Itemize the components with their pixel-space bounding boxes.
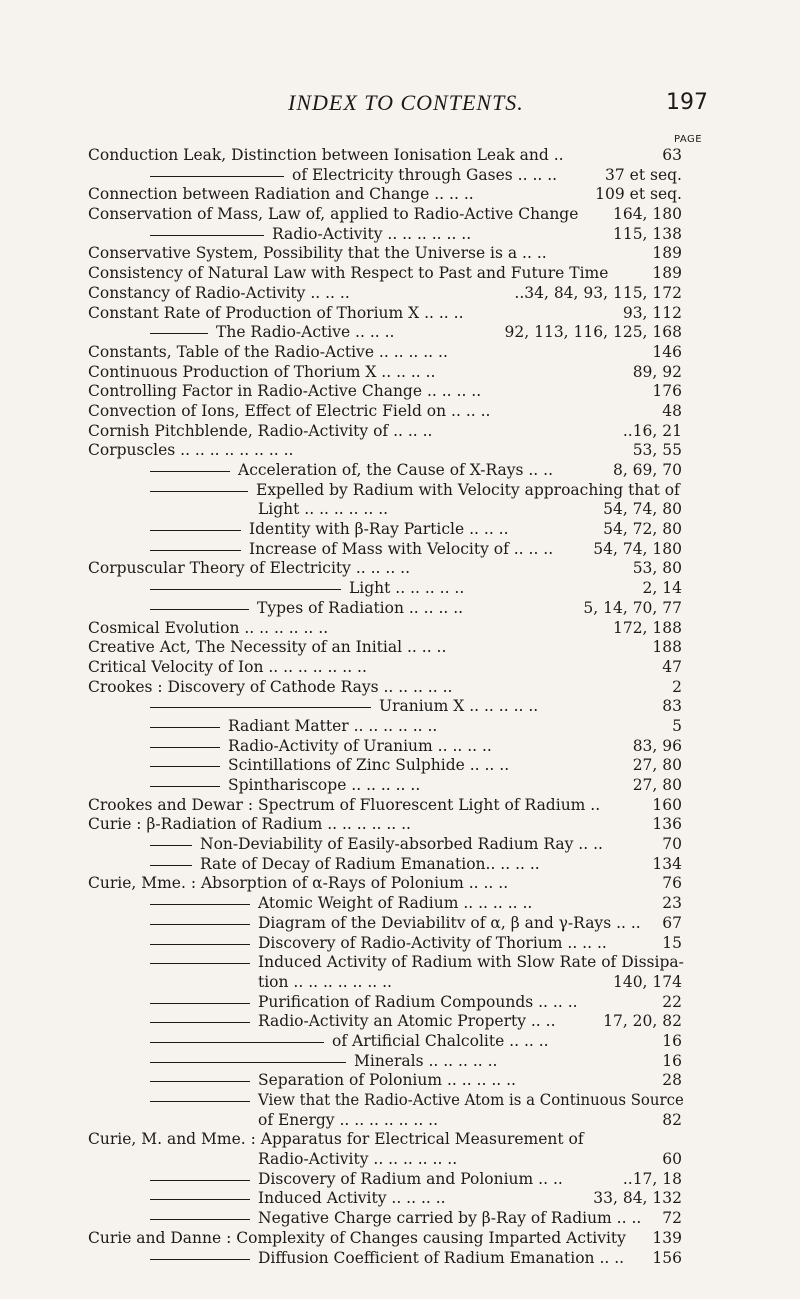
entry-text: The Radio-Active .. .. .. xyxy=(216,323,395,342)
entry-text: Controlling Factor in Radio-Active Change .. .. .. .. xyxy=(88,382,482,401)
index-entry xyxy=(0,540,800,560)
entry-page-ref: 82 xyxy=(662,1110,682,1129)
ditto-rule xyxy=(150,1219,250,1220)
ditto-rule xyxy=(150,865,192,866)
index-entry xyxy=(0,1209,800,1229)
entry-text: Scintillations of Zinc Sulphide .. .. .. xyxy=(228,756,510,775)
ditto-rule xyxy=(150,747,220,748)
index-entry xyxy=(0,796,800,816)
entry-page-ref: 15 xyxy=(662,933,682,952)
entry-page-ref: 160 xyxy=(652,795,682,814)
index-entry xyxy=(0,1170,800,1190)
index-entry xyxy=(0,658,800,678)
entry-page-ref: 70 xyxy=(662,835,682,854)
entry-text: Diagram of the Deviabilitv of α, β and γ-Rays .. .. xyxy=(258,913,641,932)
index-entry xyxy=(0,1249,800,1269)
ditto-rule xyxy=(150,1022,250,1023)
ditto-rule xyxy=(150,491,248,492)
entry-page-ref: 48 xyxy=(662,401,682,420)
index-entry xyxy=(0,422,800,442)
index-entry xyxy=(0,500,800,520)
entry-page-ref: 63 xyxy=(662,146,682,164)
ditto-rule xyxy=(150,609,249,610)
entry-page-ref: 28 xyxy=(662,1071,682,1090)
ditto-rule xyxy=(150,944,250,945)
index-entry xyxy=(0,874,800,894)
entry-page-ref: 27, 80 xyxy=(632,776,682,794)
entry-page-ref: 16 xyxy=(662,1031,682,1050)
index-entry xyxy=(0,835,800,855)
entry-page-ref: 33, 84, 132 xyxy=(593,1189,682,1208)
ditto-rule xyxy=(150,550,241,551)
entry-text: Non-Deviability of Easily-absorbed Radium Ray .. .. xyxy=(200,835,603,854)
index-entry xyxy=(0,520,800,540)
entry-text: Increase of Mass with Velocity of .. .. .. xyxy=(249,539,554,558)
entry-text: Critical Velocity of Ion .. .. .. .. .. .. .. xyxy=(88,657,367,676)
entry-text: Consistency of Natural Law with Respect to Past and Future Time xyxy=(88,264,609,283)
index-entry xyxy=(0,973,800,993)
ditto-rule xyxy=(150,1259,250,1260)
ditto-rule xyxy=(150,589,341,590)
index-entry xyxy=(0,244,800,264)
index-entry xyxy=(0,363,800,383)
index-entry xyxy=(0,1091,800,1111)
entry-page-ref: 156 xyxy=(652,1248,682,1267)
entry-page-ref: 54, 74, 80 xyxy=(603,500,682,519)
entry-page-ref: 93, 112 xyxy=(622,303,682,322)
index-entry xyxy=(0,225,800,245)
entry-page-ref: 164, 180 xyxy=(612,205,682,224)
entry-text: Purification of Radium Compounds .. .. .. xyxy=(258,992,578,1011)
entry-text: Curie, Mme. : Absorption of α-Rays of Polonium .. .. .. xyxy=(88,874,509,893)
entry-page-ref: 8, 69, 70 xyxy=(612,461,682,479)
ditto-rule xyxy=(150,766,220,767)
entry-text: Atomic Weight of Radium .. .. .. .. .. xyxy=(258,894,533,913)
entry-text: Cornish Pitchblende, Radio-Activity of .. .. .. xyxy=(88,421,433,440)
entry-text: Minerals .. .. .. .. .. xyxy=(354,1051,498,1070)
entry-text: Constants, Table of the Radio-Active .. .. .. .. .. xyxy=(88,342,448,361)
entry-text: View that the Radio-Active Atom is a Continuous Source xyxy=(258,1091,684,1109)
index-entry xyxy=(0,914,800,934)
ditto-rule xyxy=(150,924,250,925)
ditto-rule xyxy=(150,235,264,236)
entry-text: Conservative System, Possibility that the Universe is a .. .. xyxy=(88,244,547,263)
entry-page-ref: 76 xyxy=(662,874,682,893)
index-entry xyxy=(0,717,800,737)
entry-text: Constant Rate of Production of Thorium X .. .. .. xyxy=(88,303,464,322)
entry-page-ref: 67 xyxy=(662,913,682,932)
entry-page-ref: 37 et seq. xyxy=(605,165,682,184)
index-entry xyxy=(0,461,800,481)
index-entry xyxy=(0,1130,800,1150)
index-entries xyxy=(0,146,800,1268)
index-entry xyxy=(0,1012,800,1032)
index-entry xyxy=(0,1150,800,1170)
entry-text: Curie : β-Radiation of Radium .. .. .. .. .. .. xyxy=(88,815,411,834)
entry-page-ref: 2 xyxy=(672,677,682,696)
entry-page-ref: ..34, 84, 93, 115, 172 xyxy=(514,283,682,302)
entry-page-ref: 172, 188 xyxy=(612,618,682,637)
index-entry xyxy=(0,146,800,166)
ditto-rule xyxy=(150,1101,250,1102)
index-entry xyxy=(0,343,800,363)
entry-page-ref: 139 xyxy=(652,1228,682,1247)
entry-text: Radio-Activity .. .. .. .. .. .. xyxy=(258,1150,458,1169)
ditto-rule xyxy=(150,1081,250,1082)
entry-text: Rate of Decay of Radium Emanation.. .. .. .. xyxy=(200,854,540,873)
ditto-rule xyxy=(150,786,220,787)
entry-page-ref: 136 xyxy=(652,815,682,834)
entry-text: of Energy .. .. .. .. .. .. .. xyxy=(258,1110,439,1129)
index-entry xyxy=(0,1111,800,1131)
entry-text: Separation of Polonium .. .. .. .. .. xyxy=(258,1071,516,1090)
ditto-rule xyxy=(150,904,250,905)
entry-text: Induced Activity of Radium with Slow Rate of Dissipa- xyxy=(258,953,684,972)
entry-page-ref: 83 xyxy=(662,697,682,716)
index-entry xyxy=(0,638,800,658)
entry-text: Conservation of Mass, Law of, applied to Radio-Active Change xyxy=(88,205,579,224)
entry-text: Acceleration of, the Cause of X-Rays .. .. xyxy=(238,461,554,479)
ditto-rule xyxy=(150,1180,250,1181)
entry-text: Connection between Radiation and Change .. .. .. xyxy=(88,185,474,204)
ditto-rule xyxy=(150,333,208,334)
entry-text: Radio-Activity .. .. .. .. .. .. xyxy=(272,224,472,243)
index-entry xyxy=(0,264,800,284)
entry-text: Spinthariscope .. .. .. .. .. xyxy=(228,776,421,794)
ditto-rule xyxy=(150,707,371,708)
page-number: 197 xyxy=(666,90,708,115)
entry-text: Identity with β-Ray Particle .. .. .. xyxy=(249,520,509,539)
entry-page-ref: 189 xyxy=(652,244,682,263)
entry-page-ref: 47 xyxy=(662,657,682,676)
index-entry xyxy=(0,1032,800,1052)
entry-text: Creative Act, The Necessity of an Initial .. .. .. xyxy=(88,638,447,657)
entry-page-ref: 23 xyxy=(662,894,682,913)
index-entry xyxy=(0,579,800,599)
ditto-rule xyxy=(150,176,284,177)
index-entry xyxy=(0,441,800,461)
index-entry xyxy=(0,1071,800,1091)
index-entry xyxy=(0,284,800,304)
entry-page-ref: ..17, 18 xyxy=(622,1169,682,1188)
ditto-rule xyxy=(150,1042,324,1043)
running-title: INDEX TO CONTENTS. xyxy=(288,90,524,115)
entry-page-ref: 176 xyxy=(652,382,682,401)
entry-page-ref: 83, 96 xyxy=(632,736,682,755)
index-entry xyxy=(0,678,800,698)
entry-text: Curie, M. and Mme. : Apparatus for Electrical Measurement of xyxy=(88,1130,584,1149)
entry-page-ref: 53, 80 xyxy=(632,559,682,578)
entry-page-ref: 134 xyxy=(652,854,682,873)
index-entry xyxy=(0,756,800,776)
entry-page-ref: 16 xyxy=(662,1051,682,1070)
entry-page-ref: 146 xyxy=(652,342,682,361)
entry-text: tion .. .. .. .. .. .. .. xyxy=(258,972,392,991)
entry-page-ref: 189 xyxy=(652,264,682,283)
entry-page-ref: 109 et seq. xyxy=(595,185,682,204)
index-entry xyxy=(0,1052,800,1072)
entry-text: Induced Activity .. .. .. .. xyxy=(258,1189,446,1208)
entry-page-ref: 140, 174 xyxy=(612,972,682,991)
ditto-rule xyxy=(150,963,250,964)
index-entry xyxy=(0,1189,800,1209)
entry-text: Diffusion Coefficient of Radium Emanation .. .. xyxy=(258,1248,625,1267)
entry-page-ref: 89, 92 xyxy=(632,362,682,381)
entry-page-ref: 60 xyxy=(662,1150,682,1169)
index-entry xyxy=(0,185,800,205)
entry-page-ref: 72 xyxy=(662,1209,682,1228)
entry-page-ref: 5, 14, 70, 77 xyxy=(583,598,682,617)
entry-text: Expelled by Radium with Velocity approaching that of xyxy=(256,480,680,499)
index-entry xyxy=(0,776,800,796)
entry-text: Cosmical Evolution .. .. .. .. .. .. xyxy=(88,618,329,637)
entry-text: Crookes : Discovery of Cathode Rays .. .. .. .. .. xyxy=(88,677,453,696)
index-entry xyxy=(0,1229,800,1249)
entry-text: Crookes and Dewar : Spectrum of Fluorescent Light of Radium .. xyxy=(88,795,601,814)
entry-text: of Electricity through Gases .. .. .. xyxy=(292,165,558,184)
index-entry xyxy=(0,599,800,619)
index-entry xyxy=(0,304,800,324)
entry-page-ref: 188 xyxy=(652,638,682,657)
entry-text: Curie and Danne : Complexity of Changes causing Imparted Activity xyxy=(88,1228,626,1247)
index-entry xyxy=(0,402,800,422)
entry-text: Radiant Matter .. .. .. .. .. .. xyxy=(228,716,438,735)
entry-page-ref: 115, 138 xyxy=(612,224,682,243)
entry-page-ref: ..16, 21 xyxy=(622,421,682,440)
entry-text: Discovery of Radio-Activity of Thorium .. .. .. xyxy=(258,933,607,952)
entry-text: Light .. .. .. .. .. .. xyxy=(258,500,389,519)
entry-text: Uranium X .. .. .. .. .. xyxy=(379,697,539,716)
index-entry xyxy=(0,166,800,186)
ditto-rule xyxy=(150,530,241,531)
entry-text: of Artificial Chalcolite .. .. .. xyxy=(332,1031,549,1050)
entry-page-ref: 2, 14 xyxy=(642,579,682,598)
ditto-rule xyxy=(150,727,220,728)
entry-text: Discovery of Radium and Polonium .. .. xyxy=(258,1169,563,1188)
index-entry xyxy=(0,737,800,757)
entry-text: Corpuscular Theory of Electricity .. .. .. .. xyxy=(88,559,411,578)
index-entry xyxy=(0,894,800,914)
ditto-rule xyxy=(150,1062,346,1063)
entry-text: Corpuscles .. .. .. .. .. .. .. .. xyxy=(88,441,294,460)
entry-page-ref: 54, 72, 80 xyxy=(603,520,682,539)
index-entry xyxy=(0,481,800,501)
entry-page-ref: 53, 55 xyxy=(632,441,682,460)
entry-text: Convection of Ions, Effect of Electric Field on .. .. .. xyxy=(88,401,491,420)
ditto-rule xyxy=(150,471,230,472)
index-entry xyxy=(0,205,800,225)
index-entry xyxy=(0,953,800,973)
entry-page-ref: 22 xyxy=(662,992,682,1011)
entry-page-ref: 17, 20, 82 xyxy=(603,1012,682,1031)
index-entry xyxy=(0,934,800,954)
entry-text: Continuous Production of Thorium X .. .. .. .. xyxy=(88,362,436,381)
entry-text: Radio-Activity of Uranium .. .. .. .. xyxy=(228,736,492,755)
index-entry xyxy=(0,993,800,1013)
ditto-rule xyxy=(150,1003,250,1004)
index-entry xyxy=(0,323,800,343)
index-entry xyxy=(0,855,800,875)
ditto-rule xyxy=(150,1199,250,1200)
entry-page-ref: 54, 74, 180 xyxy=(593,539,682,558)
entry-page-ref: 5 xyxy=(672,716,682,735)
entry-page-ref: 92, 113, 116, 125, 168 xyxy=(504,323,682,342)
entry-text: Constancy of Radio-Activity .. .. .. xyxy=(88,283,350,302)
index-entry xyxy=(0,697,800,717)
entry-text: Types of Radiation .. .. .. .. xyxy=(257,598,464,617)
ditto-rule xyxy=(150,845,192,846)
index-entry xyxy=(0,619,800,639)
entry-text: Light .. .. .. .. .. xyxy=(349,579,465,598)
page-column-label: PAGE xyxy=(674,134,703,145)
entry-page-ref: 27, 80 xyxy=(632,756,682,775)
entry-text: Negative Charge carried by β-Ray of Radium .. .. xyxy=(258,1209,642,1228)
entry-text: Radio-Activity an Atomic Property .. .. xyxy=(258,1012,556,1031)
index-entry xyxy=(0,559,800,579)
entry-text: Conduction Leak, Distinction between Ionisation Leak and .. xyxy=(88,146,564,164)
index-entry xyxy=(0,815,800,835)
index-entry xyxy=(0,382,800,402)
